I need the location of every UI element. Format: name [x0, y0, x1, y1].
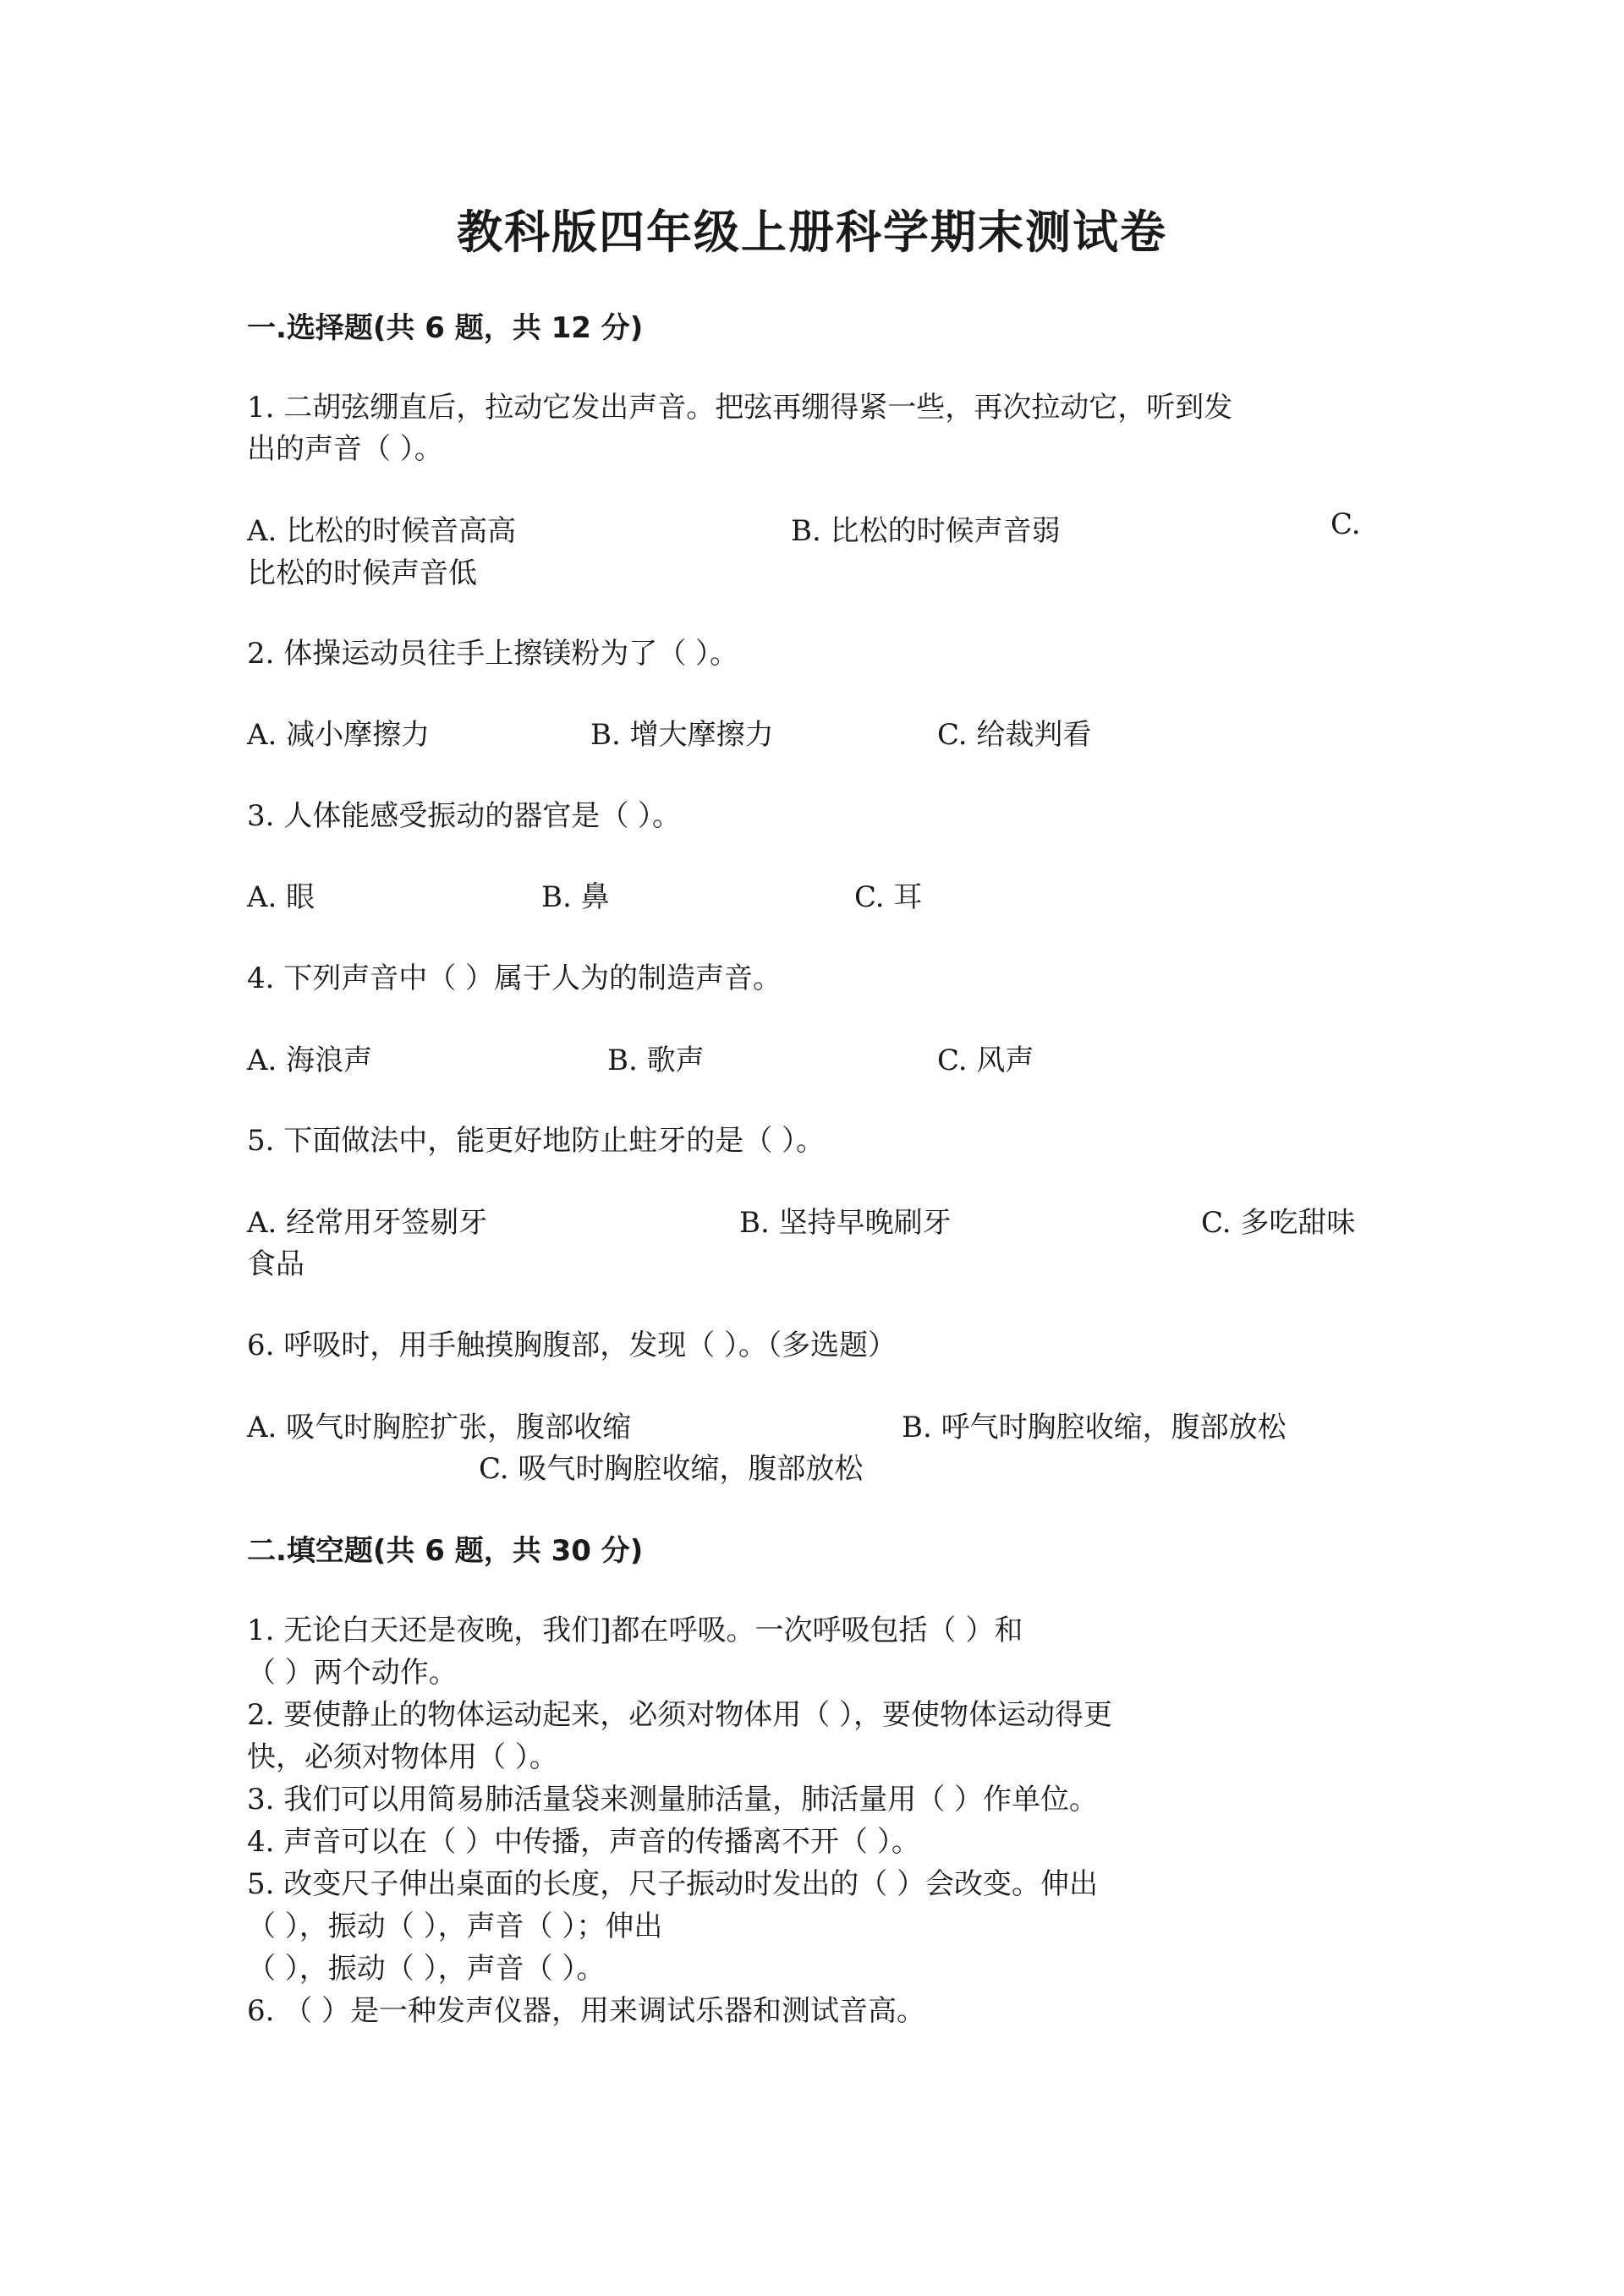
fill-line: 2. 要使静止的物体运动起来，必须对物体用（ ），要使物体运动得更	[247, 1698, 1113, 1732]
question-1-option-a: A. 比松的时候音高高	[247, 514, 517, 548]
question-2-option-a: A. 减小摩擦力	[247, 718, 431, 752]
section-heading-choice: 一.选择题(共 6 题，共 12 分)	[247, 311, 644, 345]
question-6-option-b: B. 呼气时胸腔收缩，腹部放松	[902, 1411, 1287, 1444]
question-1-option-c-text: 比松的时候声音低	[247, 556, 477, 590]
question-6-option-c: C. 吸气时胸腔收缩，腹部放松	[479, 1452, 864, 1486]
question-4-stem: 4. 下列声音中（ ）属于人为的制造声音。	[247, 962, 782, 995]
question-4-option-b: B. 歌声	[607, 1044, 705, 1077]
question-4-option-a: A. 海浪声	[247, 1044, 373, 1077]
question-3-option-c: C. 耳	[854, 880, 923, 914]
fill-line: 5. 改变尺子伸出桌面的长度，尺子振动时发出的（ ）会改变。伸出	[247, 1867, 1099, 1901]
page-title: 教科版四年级上册科学期末测试卷	[457, 205, 1167, 259]
question-2-stem: 2. 体操运动员往手上擦镁粉为了（ ）。	[247, 637, 739, 671]
fill-line: 4. 声音可以在（ ）中传播，声音的传播离不开（ ）。	[247, 1825, 920, 1859]
question-6-stem: 6. 呼吸时，用手触摸胸腹部，发现（ ）。（多选题）	[247, 1329, 897, 1362]
question-1-line2: 出的声音（ ）。	[247, 432, 443, 466]
fill-line: 6. （ ）是一种发声仪器，用来调试乐器和测试音高。	[247, 1994, 926, 2028]
fill-line: 1. 无论白天还是夜晚，我们]都在呼吸。一次呼吸包括（ ）和	[247, 1614, 1023, 1647]
question-1-line1: 1. 二胡弦绷直后，拉动它发出声音。把弦再绷得紧一些，再次拉动它，听到发	[247, 391, 1233, 425]
fill-line: （ ）两个动作。	[247, 1656, 458, 1690]
question-2-option-b: B. 增大摩擦力	[590, 718, 774, 752]
question-3-option-a: A. 眼	[247, 880, 315, 914]
fill-line: （ ），振动（ ），声音（ ）。	[247, 1952, 606, 1986]
question-5-option-c-text: 食品	[247, 1247, 304, 1281]
fill-line: （ ），振动（ ），声音（ ）；伸出	[247, 1910, 663, 1943]
fill-line: 3. 我们可以用简易肺活量袋来测量肺活量，肺活量用（ ）作单位。	[247, 1783, 1099, 1817]
question-1-option-c-label: C.	[1330, 507, 1361, 541]
question-3-option-b: B. 鼻	[541, 880, 610, 914]
question-2-option-c: C. 给裁判看	[937, 718, 1092, 752]
question-5-option-a: A. 经常用牙签剔牙	[247, 1206, 488, 1240]
question-5-option-b: B. 坚持早晚刷牙	[739, 1206, 952, 1240]
question-1-option-b: B. 比松的时候声音弱	[791, 514, 1061, 548]
question-5-option-c-label: C. 多吃甜味	[1201, 1206, 1356, 1240]
question-5-stem: 5. 下面做法中，能更好地防止蛀牙的是（ ）。	[247, 1124, 826, 1158]
question-3-stem: 3. 人体能感受振动的器官是（ ）。	[247, 799, 682, 833]
question-4-option-c: C. 风声	[937, 1044, 1034, 1077]
question-6-option-a: A. 吸气时胸腔扩张，腹部收缩	[247, 1411, 632, 1444]
section-heading-fill: 二.填空题(共 6 题，共 30 分)	[247, 1534, 644, 1568]
fill-line: 快，必须对物体用（ ）。	[247, 1740, 558, 1774]
